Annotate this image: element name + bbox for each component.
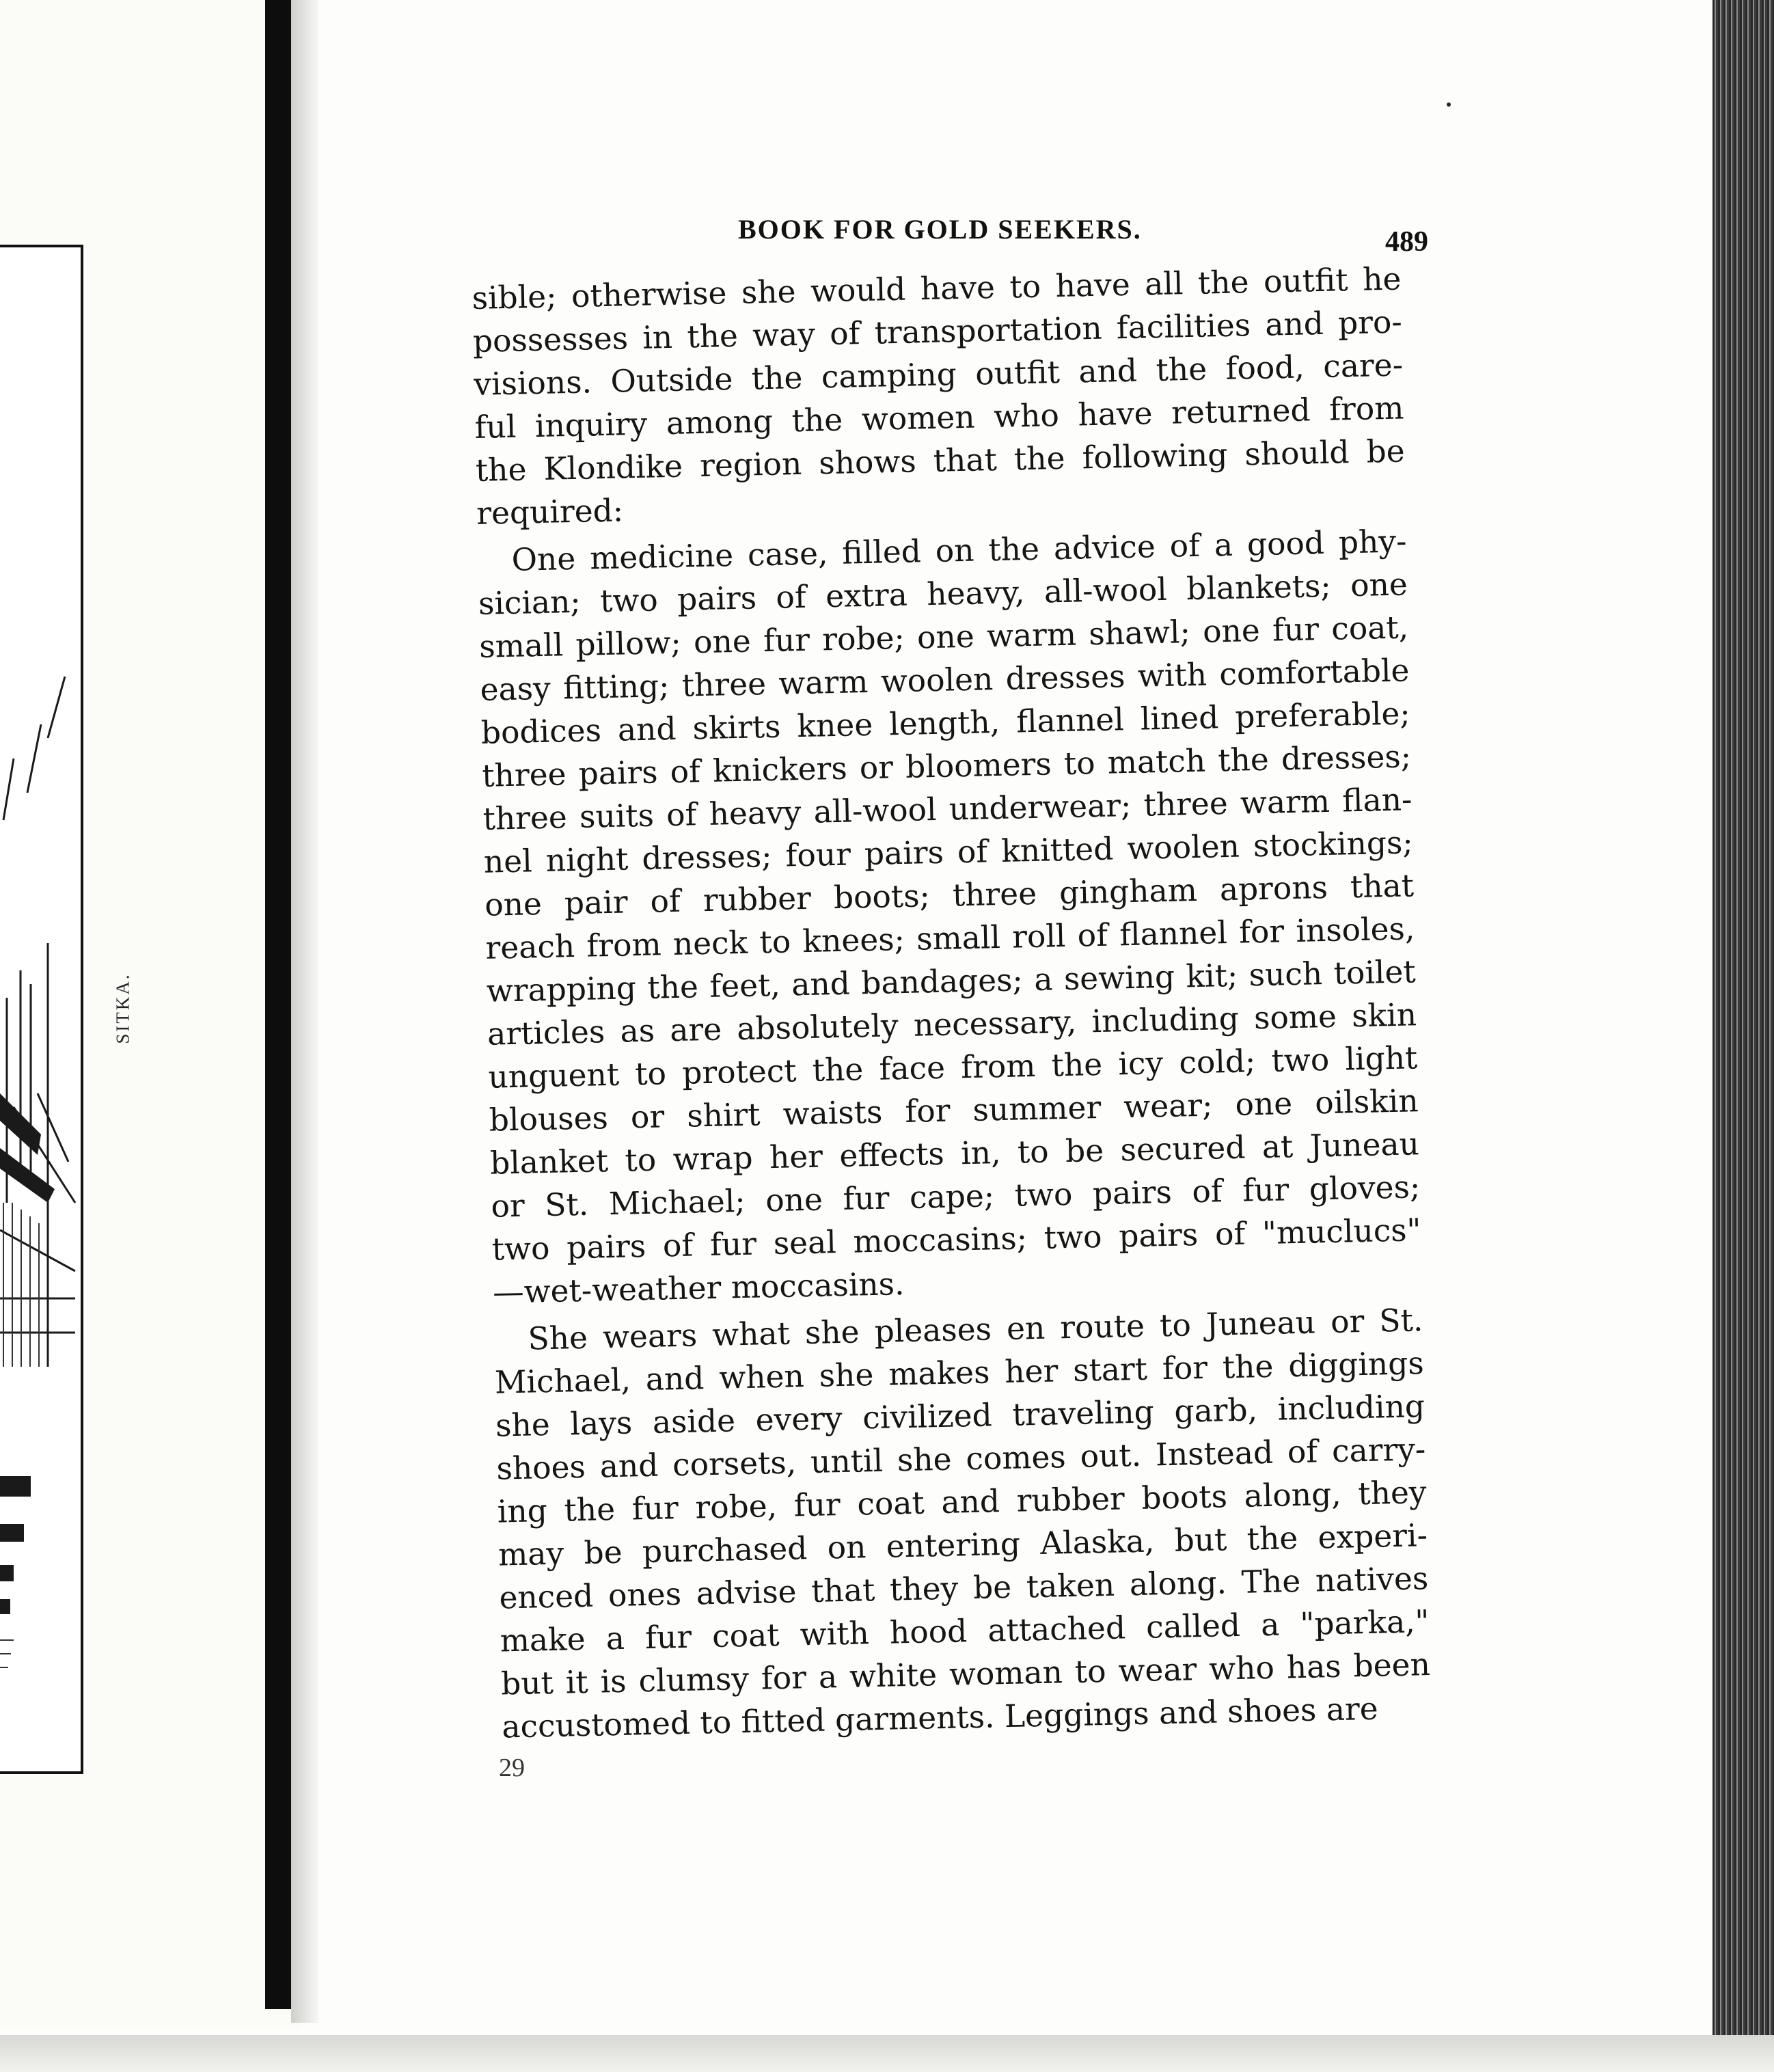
text-line: three suits of heavy all-wool underwear; three warm flan- xyxy=(482,781,1413,837)
text-line: ing the fur robe, fur coat and rubber boots along, they xyxy=(497,1474,1428,1530)
text-line: one pair of rubber boots; three gingham aprons that xyxy=(484,867,1415,923)
text-line: articles as are absolutely necessary, including some skin xyxy=(487,996,1417,1052)
paragraph xyxy=(472,258,1406,535)
text-line: wrapping the feet, and bandages; a sewing kit; such toilet xyxy=(486,953,1417,1009)
text-line: bodices and skirts knee length, flannel lined preferable; xyxy=(480,695,1411,751)
page-edges xyxy=(1712,0,1774,2047)
text-line: ful inquiry among the women who have returned from xyxy=(474,390,1404,446)
paragraph xyxy=(477,519,1422,1313)
body-text xyxy=(472,258,1432,1749)
text-line: may be purchased on entering Alaska, but the experi- xyxy=(497,1517,1428,1573)
text-line: —wet-weather moccasins. xyxy=(492,1266,905,1311)
page-number: 489 xyxy=(1385,226,1428,258)
scan-speck xyxy=(1447,103,1451,107)
text-line: One medicine case, filled on the advice of a good phy- xyxy=(511,523,1407,578)
paragraph xyxy=(493,1298,1432,1748)
text-line: but it is clumsy for a white woman to wear who has been xyxy=(500,1646,1431,1702)
text-line: make a fur coat with hood attached called a "parka," xyxy=(500,1603,1430,1659)
text-line: the Klondike region shows that the following should be xyxy=(475,433,1406,489)
text-line: She wears what she pleases en route to Juneau or St. xyxy=(528,1302,1423,1357)
text-line: blanket to wrap her effects in, to be secured at Juneau xyxy=(489,1126,1420,1182)
text-line: three pairs of knickers or bloomers to match the dresses; xyxy=(481,738,1412,794)
plate-caption xyxy=(103,957,144,1059)
text-line: accustomed to fitted garments. Leggings and shoes are xyxy=(501,1690,1379,1745)
text-line: enced ones advise that they be taken along. The natives xyxy=(498,1560,1429,1616)
text-line: she lays aside every civilized traveling garb, including xyxy=(495,1388,1425,1444)
running-header: BOOK FOR GOLD SEEKERS. xyxy=(738,214,1142,245)
book-gutter xyxy=(265,0,291,2009)
text-line: Michael, and when she makes her start for the diggings xyxy=(494,1345,1425,1401)
left-facing-page xyxy=(0,0,301,2030)
text-line: sician; two pairs of extra heavy, all-wool blankets; one xyxy=(478,566,1408,622)
plate-illustration-fragment xyxy=(0,615,82,1763)
text-line: sible; otherwise she would have to have all the outfit he xyxy=(472,260,1402,316)
gutter-shadow xyxy=(291,0,318,2023)
text-line: or St. Michael; one fur cape; two pairs of fur gloves; xyxy=(490,1169,1421,1225)
plate-caption-text: SITKA. xyxy=(112,972,133,1044)
text-line: required: xyxy=(476,492,624,532)
text-line: possesses in the way of transportation facilities and pro- xyxy=(472,303,1403,359)
text-line: small pillow; one fur robe; one warm shawl; one fur coat, xyxy=(478,609,1409,665)
signature-mark: 29 xyxy=(499,1754,525,1782)
text-line: two pairs of fur seal moccasins; two pairs of "muclucs" xyxy=(491,1212,1422,1268)
text-line: nel night dresses; four pairs of knitted woolen stockings; xyxy=(483,824,1414,880)
text-line: visions. Outside the camping outfit and the food, care- xyxy=(473,346,1404,403)
text-line: reach from neck to knees; small roll of flannel for insoles, xyxy=(485,910,1415,966)
text-line: easy fitting; three warm woolen dresses with comfortable xyxy=(480,652,1410,708)
scan-bottom-edge xyxy=(0,2035,1774,2072)
text-line: unguent to protect the face from the icy cold; two light xyxy=(487,1039,1418,1095)
text-line: blouses or shirt waists for summer wear; one oilskin xyxy=(489,1082,1419,1139)
text-line: shoes and corsets, until she comes out. Instead of carry- xyxy=(495,1431,1426,1487)
